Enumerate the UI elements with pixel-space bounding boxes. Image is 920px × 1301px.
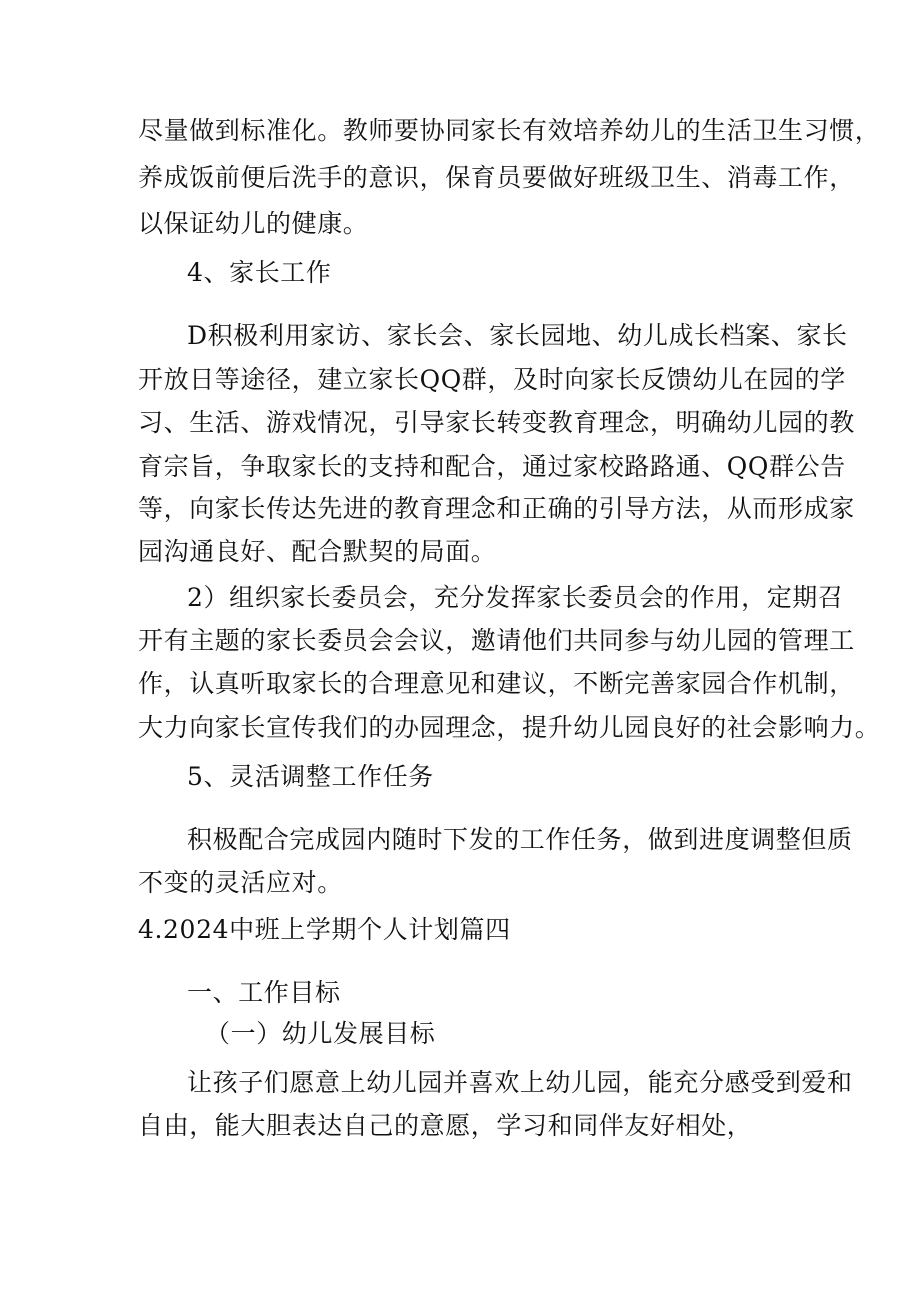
text-line: 园沟通良好、配合默契的局面。 [138,537,497,566]
section-title: 4.2024中班上学期个人计划篇四 [138,915,511,944]
text-line: 让孩子们愿意上幼儿园并喜欢上幼儿园，能充分感受到爱和 [187,1068,853,1097]
text-line: 以保证幼儿的健康。 [138,209,369,238]
text-line: 作，认真听取家长的合理意见和建议，不断完善家园合作机制， [138,669,855,698]
heading-work-goals: 一、工作目标 [187,978,341,1007]
heading-parent-work: 4、家长工作 [187,258,332,287]
text-line: 养成饭前便后洗手的意识，保育员要做好班级卫生、消毒工作， [138,163,855,192]
text-line: 大力向家长宣传我们的办园理念，提升幼儿园良好的社会影响力。 [138,713,881,742]
heading-flexible-tasks: 5、灵活调整工作任务 [187,762,434,791]
heading-child-goals: （一）幼儿发展目标 [205,1019,436,1048]
text-line: 习、生活、游戏情况，引导家长转变教育理念，明确幼儿园的教 [138,408,855,437]
text-line: 自由，能大胆表达自己的意愿，学习和同伴友好相处， [138,1111,753,1140]
text-line: 积极配合完成园内随时下发的工作任务，做到进度调整但质 [187,825,853,854]
text-line: 不变的灵活应对。 [138,868,343,897]
text-line: 尽量做到标准化。教师要协同家长有效培养幼儿的生活卫生习惯， [138,116,881,145]
text-line: D积极利用家访、家长会、家长园地、幼儿成长档案、家长 [187,321,848,350]
text-line: 2）组织家长委员会，充分发挥家长委员会的作用，定期召 [187,583,844,612]
text-line: 育宗旨，争取家长的支持和配合，通过家校路路通、QQ群公告 [138,452,846,481]
text-line: 开放日等途径，建立家长QQ群，及时向家长反馈幼儿在园的学 [138,365,846,394]
text-line: 等，向家长传达先进的教育理念和正确的引导方法，从而形成家 [138,494,855,523]
text-line: 开有主题的家长委员会会议，邀请他们共同参与幼儿园的管理工 [138,626,855,655]
